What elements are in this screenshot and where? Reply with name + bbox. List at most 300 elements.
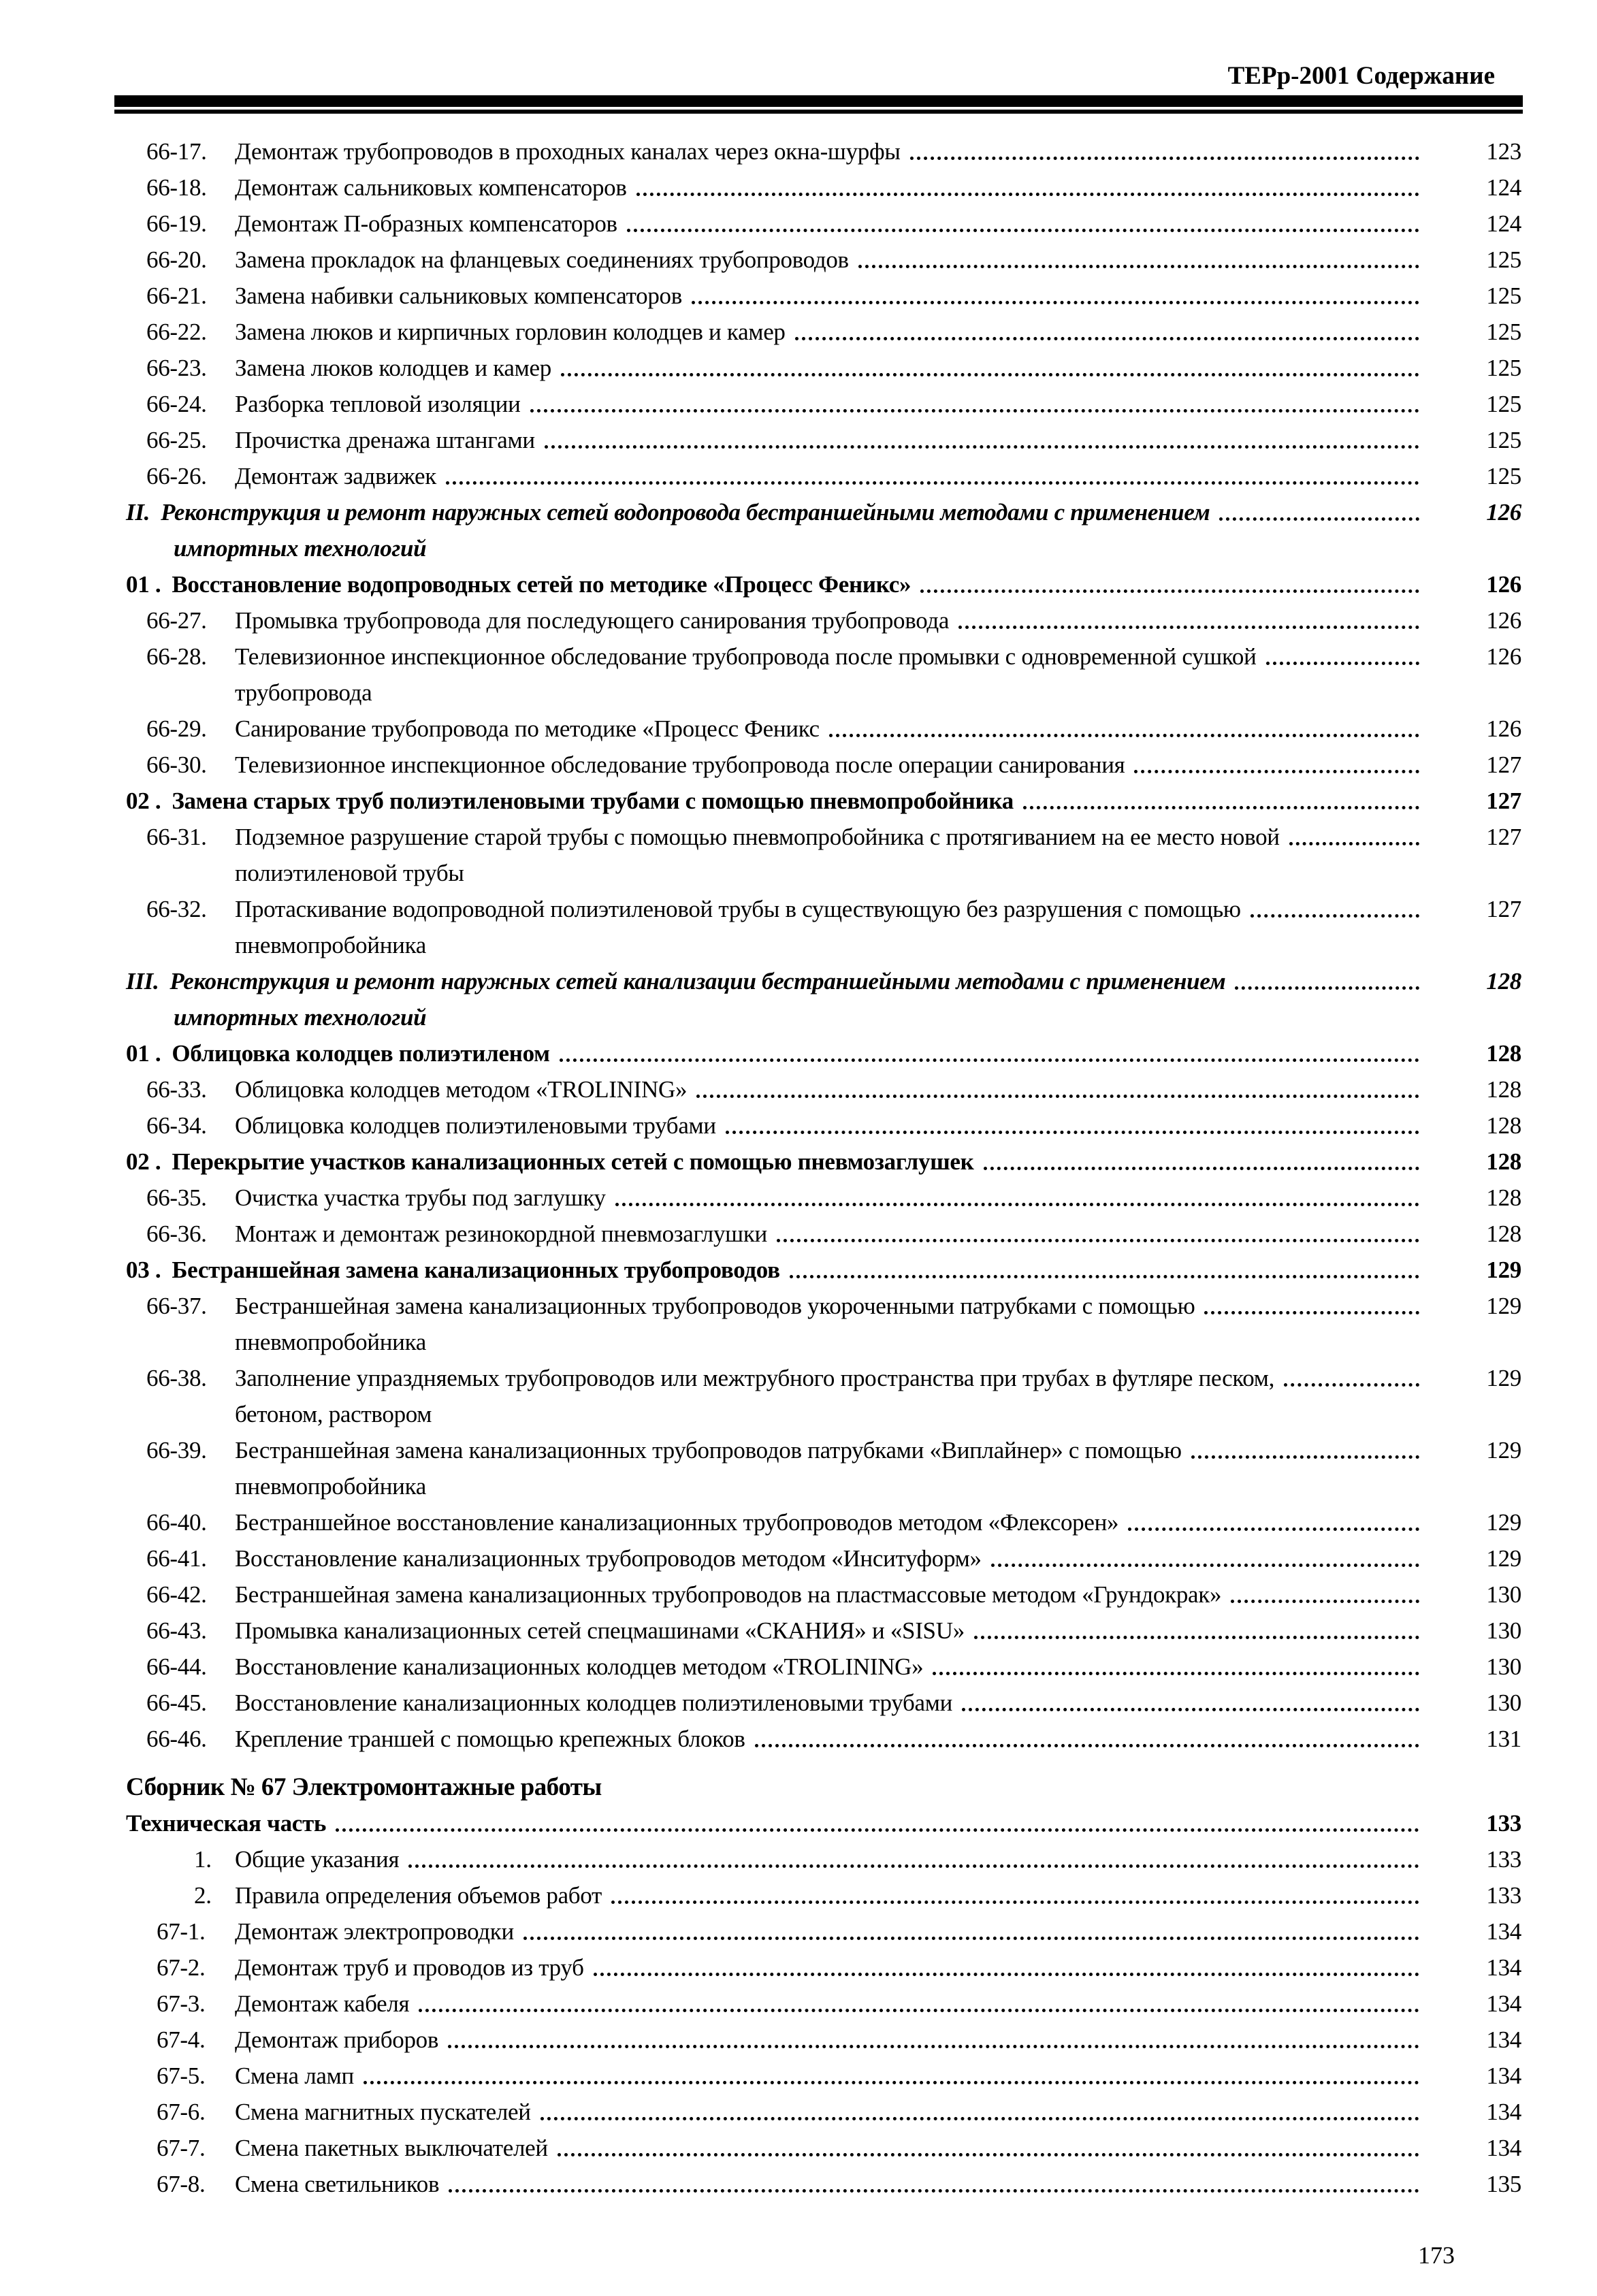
toc-entry-row xyxy=(0,242,1597,278)
toc-entry-title: Бестраншейная замена канализационных трубопроводов xyxy=(172,1257,780,1283)
toc-entry-title: Общие указания xyxy=(235,1846,400,1873)
dot-leader xyxy=(1231,1600,1419,1603)
toc-line xyxy=(126,1252,1521,1288)
toc-entry-page: 129 xyxy=(1486,1545,1521,1572)
toc-entry-number: 2. xyxy=(194,1882,212,1909)
toc-entry-number: 66-31. xyxy=(146,824,207,850)
toc-entry-row xyxy=(0,1504,1597,1540)
dot-leader xyxy=(530,409,1419,413)
toc-entry-number: 66-40. xyxy=(146,1509,207,1536)
toc-entry-page: 134 xyxy=(1486,1990,1521,2017)
toc-entry-title: Реконструкция и ремонт наружных сетей канализации бестраншейными методами с применением xyxy=(170,968,1226,995)
dot-leader xyxy=(1134,770,1419,773)
toc-continuation-line xyxy=(126,530,1521,566)
toc-entry-page: 125 xyxy=(1486,391,1521,417)
toc-entry-title: Замена прокладок на фланцевых соединениях трубопроводов xyxy=(235,246,849,273)
toc-entry-title: Бестраншейное восстановление канализационных трубопроводов методом «Флексорен» xyxy=(235,1509,1119,1536)
dot-leader xyxy=(1251,914,1419,918)
toc-entry-number: 66-39. xyxy=(146,1437,207,1464)
dot-leader xyxy=(962,1708,1419,1711)
dot-leader xyxy=(1128,1527,1419,1531)
toc-line xyxy=(146,1721,1521,1757)
toc-entry-number: 66-33. xyxy=(146,1076,207,1103)
toc-entry-row xyxy=(0,1216,1597,1252)
toc-entry-number: 66-20. xyxy=(146,246,207,273)
dot-leader xyxy=(545,445,1419,449)
toc-entry-number: 01 . xyxy=(126,571,161,598)
toc-entry-continuation: пневмопробойника xyxy=(235,1329,427,1355)
toc-entry-page: 125 xyxy=(1486,355,1521,381)
toc-entry-page: 129 xyxy=(1486,1365,1521,1391)
dot-leader xyxy=(726,1131,1419,1134)
toc-entry-row xyxy=(0,638,1597,711)
toc-entry-title: Демонтаж задвижек xyxy=(235,463,436,489)
toc-entry-continuation: бетоном, раствором xyxy=(235,1401,432,1427)
toc-entry-page: 128 xyxy=(1486,1112,1521,1139)
toc-line xyxy=(194,1841,1521,1877)
toc-entry-number: 02 . xyxy=(126,1148,161,1175)
toc-entry-page: 125 xyxy=(1486,427,1521,453)
toc-entry-number: 66-27. xyxy=(146,607,207,634)
toc-entry-title: Реконструкция и ремонт наружных сетей водопровода бестраншейными методами с применением xyxy=(161,499,1210,526)
dot-leader xyxy=(1204,1311,1419,1314)
toc-entry-number: 67-1. xyxy=(157,1918,206,1945)
dot-leader xyxy=(1191,1455,1419,1459)
toc-entry-title: Восстановление канализационных колодцев полиэтиленовыми трубами xyxy=(235,1689,953,1716)
toc-entry-title: Замена люков колодцев и камер xyxy=(235,355,551,381)
toc-entry-number: 66-22. xyxy=(146,319,207,345)
toc-book-heading xyxy=(0,1769,1597,1805)
dot-leader xyxy=(611,1901,1419,1904)
dot-leader xyxy=(419,2009,1419,2012)
toc-entry-number: III. xyxy=(126,968,159,995)
toc-line xyxy=(146,1071,1521,1107)
toc-line xyxy=(157,2166,1521,2202)
dot-leader xyxy=(558,2153,1419,2156)
dot-leader xyxy=(561,373,1419,376)
toc-entry-page: 133 xyxy=(1486,1882,1521,1909)
toc-entry-number: 66-21. xyxy=(146,282,207,309)
dot-leader xyxy=(974,1636,1419,1639)
toc-entry-title: Демонтаж трубопроводов в проходных каналах через окна-шурфы xyxy=(235,138,901,165)
toc-entry-page: 134 xyxy=(1486,2135,1521,2161)
toc-line xyxy=(157,2058,1521,2094)
toc-entry-page: 127 xyxy=(1486,824,1521,850)
toc-entry-page: 125 xyxy=(1486,319,1521,345)
toc-line xyxy=(146,1685,1521,1721)
toc-entry-title: Демонтаж П-образных компенсаторов xyxy=(235,210,617,237)
toc-entry-number: 66-19. xyxy=(146,210,207,237)
toc-entry-continuation: импортных технологий xyxy=(174,535,427,562)
toc-entry-page: 128 xyxy=(1486,1076,1521,1103)
toc-line xyxy=(146,133,1521,169)
toc-entry-page: 127 xyxy=(1486,788,1521,814)
toc-entry-page: 127 xyxy=(1486,751,1521,778)
header-double-rule xyxy=(114,95,1523,114)
toc-entry-row xyxy=(0,1613,1597,1649)
toc-entry-title: Смена пакетных выключателей xyxy=(235,2135,548,2161)
toc-entry-row xyxy=(0,1540,1597,1577)
dot-leader xyxy=(446,481,1419,485)
toc-entry-page: 126 xyxy=(1486,499,1521,526)
toc-entry-page: 128 xyxy=(1486,1148,1521,1175)
toc-entry-page: 133 xyxy=(1486,1810,1521,1837)
toc-entry-title: Крепление траншей с помощью крепежных блоков xyxy=(235,1726,745,1752)
toc-entry-number: 66-44. xyxy=(146,1653,207,1680)
toc-entry-title: Демонтаж сальниковых компенсаторов xyxy=(235,174,627,201)
toc-entry-number: 03 . xyxy=(126,1257,161,1283)
toc-entry-row xyxy=(0,458,1597,494)
dot-leader xyxy=(1219,517,1419,521)
dot-leader xyxy=(777,1239,1419,1242)
toc-entry-row xyxy=(0,747,1597,783)
dot-leader xyxy=(408,1864,1419,1868)
toc-entry-number: 67-8. xyxy=(157,2171,206,2197)
toc-entry-title: Подземное разрушение старой трубы с помощью пневмопробойника с протягиванием на ее место новой xyxy=(235,824,1280,850)
toc-entry-title: Восстановление водопроводных сетей по методике «Процесс Феникс» xyxy=(172,571,912,598)
toc-entry-page: 126 xyxy=(1486,643,1521,670)
toc-entry-number: 66-32. xyxy=(146,896,207,922)
toc-section-row xyxy=(0,783,1597,819)
toc-entry-number: 66-23. xyxy=(146,355,207,381)
toc-entry-row xyxy=(0,711,1597,747)
toc-entry-row xyxy=(0,2022,1597,2058)
toc-entry-page: 135 xyxy=(1486,2171,1521,2197)
toc-entry-page: 134 xyxy=(1486,1918,1521,1945)
toc-entry-number: 66-45. xyxy=(146,1689,207,1716)
toc-continuation-line xyxy=(146,675,1521,711)
toc-entry-title: Протаскивание водопроводной полиэтиленовой трубы в существующую без разрушения с помощью xyxy=(235,896,1241,922)
toc-entry-number: 66-43. xyxy=(146,1617,207,1644)
toc-line xyxy=(146,1288,1521,1324)
toc-entry-title: Восстановление канализационных трубопроводов методом «Инситуформ» xyxy=(235,1545,982,1572)
page-header xyxy=(1228,61,1495,91)
toc-line xyxy=(157,1950,1521,1986)
toc-entry-number: 66-34. xyxy=(146,1112,207,1139)
toc-line xyxy=(146,638,1521,675)
toc-entry-number: 66-29. xyxy=(146,715,207,742)
dot-leader xyxy=(594,1973,1419,1976)
toc-entry-title: Демонтаж приборов xyxy=(235,2026,439,2053)
toc-entry-row xyxy=(0,206,1597,242)
toc-line xyxy=(157,2022,1521,2058)
toc-entry-row xyxy=(0,1288,1597,1360)
toc-line xyxy=(146,1504,1521,1540)
toc-entry-title: Смена светильников xyxy=(235,2171,440,2197)
dot-leader xyxy=(636,193,1419,196)
toc-entry-number: 66-26. xyxy=(146,463,207,489)
toc-entry-title: Восстановление канализационных колодцев методом «TROLINING» xyxy=(235,1653,924,1680)
toc-entry-title: Заполнение упраздняемых трубопроводов или межтрубного пространства при трубах в футляре песком, xyxy=(235,1365,1275,1391)
toc-entry-title: Облицовка колодцев полиэтиленом xyxy=(172,1040,550,1067)
toc-entry-number: 66-35. xyxy=(146,1184,207,1211)
toc-entry-title: Промывка канализационных сетей спецмашинами «СКАНИЯ» и «SISU» xyxy=(235,1617,965,1644)
toc-line xyxy=(146,1180,1521,1216)
toc-continuation-line xyxy=(146,855,1521,891)
toc-entry-page: 129 xyxy=(1486,1293,1521,1319)
toc-entry-title: Замена старых труб полиэтиленовыми трубами с помощью пневмопробойника xyxy=(172,788,1014,814)
dot-leader xyxy=(933,1672,1419,1675)
toc-entry-page: 125 xyxy=(1486,246,1521,273)
toc-entry-number: 67-7. xyxy=(157,2135,206,2161)
toc-continuation-line xyxy=(146,927,1521,963)
toc-entry-number: 66-28. xyxy=(146,643,207,670)
toc-entry-title: Очистка участка трубы под заглушку xyxy=(235,1184,606,1211)
toc-entry-page: 130 xyxy=(1486,1653,1521,1680)
toc-entry-page: 126 xyxy=(1486,715,1521,742)
toc-entry-page: 126 xyxy=(1486,607,1521,634)
toc-line xyxy=(146,1649,1521,1685)
toc-line xyxy=(126,494,1521,530)
toc-entry-page: 133 xyxy=(1486,1846,1521,1873)
toc-entry-title: Разборка тепловой изоляции xyxy=(235,391,521,417)
toc-line xyxy=(146,1613,1521,1649)
toc-entry-row xyxy=(0,2166,1597,2202)
toc-section-row xyxy=(0,1144,1597,1180)
dot-leader xyxy=(364,2081,1419,2084)
toc-entry-title: Демонтаж кабеля xyxy=(235,1990,410,2017)
toc-entry-title: Бестраншейная замена канализационных трубопроводов на пластмассовые методом «Грундокрак» xyxy=(235,1581,1222,1608)
toc-continuation-line xyxy=(126,999,1521,1035)
toc-entry-row xyxy=(0,2058,1597,2094)
toc-entry-row xyxy=(0,1180,1597,1216)
dot-leader xyxy=(523,1937,1419,1940)
toc-line xyxy=(157,1986,1521,2022)
toc-entry-page: 123 xyxy=(1486,138,1521,165)
toc-entry-number: 66-36. xyxy=(146,1220,207,1247)
toc-line xyxy=(146,602,1521,638)
dot-leader xyxy=(920,589,1419,593)
dot-leader xyxy=(755,1744,1419,1747)
toc-entry-page: 134 xyxy=(1486,1954,1521,1981)
dot-leader xyxy=(560,1058,1419,1062)
toc-entry-continuation: трубопровода xyxy=(235,679,372,706)
toc-entry-row xyxy=(0,133,1597,169)
toc-line xyxy=(126,783,1521,819)
toc-entry-number: 66-30. xyxy=(146,751,207,778)
toc-entry-page: 124 xyxy=(1486,210,1521,237)
toc-entry-page: 125 xyxy=(1486,282,1521,309)
toc-entry-page: 130 xyxy=(1486,1689,1521,1716)
toc-entry-page: 128 xyxy=(1486,1220,1521,1247)
dot-leader xyxy=(858,265,1419,268)
dot-leader xyxy=(1235,986,1419,990)
toc-entry-title: Техническая часть xyxy=(126,1810,327,1837)
toc-list xyxy=(0,133,1597,2202)
toc-entry-page: 128 xyxy=(1486,1184,1521,1211)
toc-entry-row xyxy=(0,314,1597,350)
toc-line xyxy=(146,747,1521,783)
dot-leader xyxy=(991,1564,1419,1567)
dot-leader xyxy=(1266,662,1419,665)
toc-line xyxy=(126,566,1521,602)
toc-entry-page: 126 xyxy=(1486,571,1521,598)
toc-entry-title: Телевизионное инспекционное обследование трубопровода после операции санирования xyxy=(235,751,1125,778)
dot-leader xyxy=(984,1167,1419,1170)
toc-line xyxy=(146,242,1521,278)
toc-entry-title: Бестраншейная замена канализационных трубопроводов укороченными патрубками с помощью xyxy=(235,1293,1195,1319)
toc-entry-row xyxy=(0,1877,1597,1913)
toc-entry-row xyxy=(0,1841,1597,1877)
toc-entry-row xyxy=(0,2094,1597,2130)
toc-entry-row xyxy=(0,891,1597,963)
toc-entry-row xyxy=(0,386,1597,422)
toc-line xyxy=(157,1913,1521,1950)
toc-entry-row xyxy=(0,1432,1597,1504)
dot-leader xyxy=(696,1095,1419,1098)
toc-entry-title: Телевизионное инспекционное обследование трубопровода после промывки с одновременной сушкой xyxy=(235,643,1257,670)
toc-line xyxy=(146,819,1521,855)
toc-line xyxy=(126,1805,1521,1841)
toc-line xyxy=(194,1877,1521,1913)
toc-line xyxy=(146,422,1521,458)
dot-leader xyxy=(795,337,1419,340)
toc-entry-number: 66-25. xyxy=(146,427,207,453)
dot-leader xyxy=(910,157,1419,160)
toc-entry-page: 129 xyxy=(1486,1509,1521,1536)
toc-entry-page: 129 xyxy=(1486,1257,1521,1283)
dot-leader xyxy=(958,626,1419,629)
toc-entry-number: 67-3. xyxy=(157,1990,206,2017)
toc-entry-number: 66-24. xyxy=(146,391,207,417)
toc-entry-title: Демонтаж электропроводки xyxy=(235,1918,514,1945)
toc-line xyxy=(146,1360,1521,1396)
toc-line xyxy=(146,314,1521,350)
toc-entry-page: 125 xyxy=(1486,463,1521,489)
toc-line xyxy=(146,1577,1521,1613)
toc-entry-title: Правила определения объемов работ xyxy=(235,1882,602,1909)
toc-entry-number: 67-2. xyxy=(157,1954,206,1981)
toc-entry-page: 129 xyxy=(1486,1437,1521,1464)
dot-leader xyxy=(449,2189,1419,2193)
dot-leader xyxy=(448,2045,1419,2048)
toc-line xyxy=(146,891,1521,927)
toc-entry-number: 02 . xyxy=(126,788,161,814)
toc-section-row xyxy=(0,1805,1597,1841)
toc-entry-row xyxy=(0,278,1597,314)
dot-leader xyxy=(1023,806,1419,809)
toc-section-row xyxy=(0,494,1597,566)
toc-entry-continuation: пневмопробойника xyxy=(235,1473,427,1500)
toc-entry-title: Демонтаж труб и проводов из труб xyxy=(235,1954,584,1981)
toc-entry-number: 66-17. xyxy=(146,138,207,165)
toc-entry-row xyxy=(0,602,1597,638)
toc-entry-number: 67-6. xyxy=(157,2099,206,2125)
toc-entry-number: 66-42. xyxy=(146,1581,207,1608)
toc-line xyxy=(157,2130,1521,2166)
toc-entry-row xyxy=(0,350,1597,386)
toc-section-row xyxy=(0,1252,1597,1288)
dot-leader xyxy=(790,1275,1419,1278)
toc-section-row xyxy=(0,963,1597,1035)
toc-entry-row xyxy=(0,422,1597,458)
toc-entry-continuation: пневмопробойника xyxy=(235,932,427,958)
toc-entry-title: Промывка трубопровода для последующего санирования трубопровода xyxy=(235,607,950,634)
toc-section-row xyxy=(0,1035,1597,1071)
toc-entry-row xyxy=(0,819,1597,891)
toc-entry-title: Сборник № 67 Электромонтажные работы xyxy=(126,1773,602,1801)
toc-line xyxy=(126,1144,1521,1180)
toc-line xyxy=(126,1769,1521,1805)
toc-entry-page: 124 xyxy=(1486,174,1521,201)
toc-entry-row xyxy=(0,1950,1597,1986)
toc-entry-title: Облицовка колодцев методом «TROLINING» xyxy=(235,1076,688,1103)
toc-line xyxy=(146,386,1521,422)
toc-entry-title: Замена набивки сальниковых компенсаторов xyxy=(235,282,682,309)
dot-leader xyxy=(627,229,1419,232)
toc-entry-page: 134 xyxy=(1486,2099,1521,2125)
dot-leader xyxy=(1289,842,1419,845)
toc-entry-row xyxy=(0,1986,1597,2022)
toc-entry-row xyxy=(0,1721,1597,1757)
dot-leader xyxy=(615,1203,1419,1206)
toc-entry-row xyxy=(0,1913,1597,1950)
toc-line xyxy=(146,1540,1521,1577)
toc-line xyxy=(146,1107,1521,1144)
toc-entry-page: 130 xyxy=(1486,1581,1521,1608)
toc-line xyxy=(146,350,1521,386)
toc-entry-page: 127 xyxy=(1486,896,1521,922)
dot-leader xyxy=(541,2117,1419,2120)
toc-entry-row xyxy=(0,1360,1597,1432)
document-title: ТЕРр-2001 Содержание xyxy=(1227,62,1495,90)
toc-entry-number: 67-5. xyxy=(157,2063,206,2089)
toc-line xyxy=(146,206,1521,242)
toc-entry-row xyxy=(0,169,1597,206)
toc-entry-continuation: импортных технологий xyxy=(174,1004,427,1031)
toc-entry-title: Облицовка колодцев полиэтиленовыми трубами xyxy=(235,1112,716,1139)
toc-line xyxy=(157,2094,1521,2130)
toc-line xyxy=(146,278,1521,314)
toc-entry-number: 67-4. xyxy=(157,2026,206,2053)
toc-entry-number: 66-18. xyxy=(146,174,207,201)
toc-entry-title: Бестраншейная замена канализационных трубопроводов патрубками «Виплайнер» с помощью xyxy=(235,1437,1182,1464)
toc-entry-page: 134 xyxy=(1486,2026,1521,2053)
toc-entry-number: 66-46. xyxy=(146,1726,207,1752)
toc-entry-page: 131 xyxy=(1486,1726,1521,1752)
toc-entry-number: 01 . xyxy=(126,1040,161,1067)
page-footer-number: 173 xyxy=(1418,2242,1455,2269)
toc-entry-title: Смена ламп xyxy=(235,2063,354,2089)
toc-line xyxy=(146,458,1521,494)
toc-entry-number: 66-37. xyxy=(146,1293,207,1319)
toc-entry-page: 134 xyxy=(1486,2063,1521,2089)
toc-entry-continuation: полиэтиленовой трубы xyxy=(235,860,464,886)
toc-line xyxy=(146,1432,1521,1468)
toc-line xyxy=(146,1216,1521,1252)
toc-entry-row xyxy=(0,1649,1597,1685)
toc-entry-row xyxy=(0,2130,1597,2166)
toc-entry-row xyxy=(0,1685,1597,1721)
toc-entry-row xyxy=(0,1107,1597,1144)
toc-entry-number: 66-41. xyxy=(146,1545,207,1572)
toc-entry-title: Замена люков и кирпичных горловин колодцев и камер xyxy=(235,319,786,345)
toc-entry-number: 1. xyxy=(194,1846,212,1873)
dot-leader xyxy=(829,734,1419,737)
toc-entry-page: 130 xyxy=(1486,1617,1521,1644)
toc-line xyxy=(146,169,1521,206)
toc-continuation-line xyxy=(146,1396,1521,1432)
toc-entry-title: Монтаж и демонтаж резинокордной пневмозаглушки xyxy=(235,1220,767,1247)
toc-entry-title: Санирование трубопровода по методике «Процесс Феникс xyxy=(235,715,820,742)
toc-entry-title: Смена магнитных пускателей xyxy=(235,2099,531,2125)
toc-entry-title: Прочистка дренажа штангами xyxy=(235,427,535,453)
toc-section-row xyxy=(0,566,1597,602)
dot-leader xyxy=(1284,1383,1419,1387)
toc-entry-number: 66-38. xyxy=(146,1365,207,1391)
toc-entry-number: II. xyxy=(126,499,150,526)
toc-line xyxy=(126,1035,1521,1071)
